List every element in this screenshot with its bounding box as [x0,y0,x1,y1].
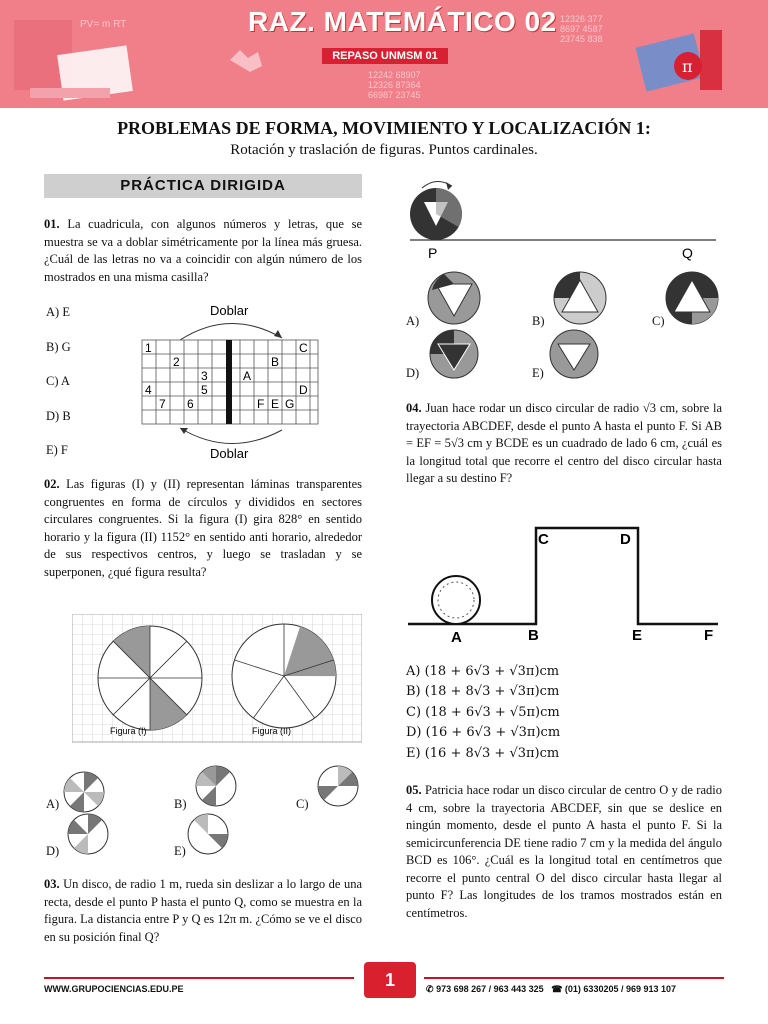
grid-cell: G [285,397,295,411]
q01-option-e[interactable]: E) F [46,443,68,457]
page-subtitle: Rotación y traslación de figuras. Puntos cardinales. [230,142,538,158]
q03-rolling-figure [406,172,722,262]
disk-option-a [64,772,104,812]
path-label-a: A [451,629,462,646]
q02-option-a[interactable]: A) [46,797,60,811]
disk-option-d [68,814,108,854]
q03-option-d[interactable]: D) [406,366,420,380]
question-03 [44,876,362,946]
q03-option-b[interactable]: B) [532,314,545,328]
q02-figures [72,614,362,744]
q02-option-c[interactable]: C) [296,797,309,811]
grid-cell: 7 [159,397,166,411]
question-number: 02. [44,477,60,491]
q04-option-e[interactable]: E) (16 + 8√3 + √3π)cm [406,746,560,761]
grid-cell: E [271,397,280,411]
path-label-b: B [528,627,539,644]
grid-cell: B [271,355,280,369]
footer-contacts [426,984,676,995]
question-number: 01. [44,217,60,231]
page-number: 1 [364,962,416,998]
q01-option-b[interactable]: B) G [46,340,71,354]
q01-option-c[interactable]: C) A [46,374,70,388]
question-text: Un disco, de radio 1 m, rueda sin deslizar a lo largo de una recta, desde el punto P hasta el punto Q, como se muestra en la figura. La distancia entre P y Q es 12π m. ¿Cómo se ve el disco en su posición final Q? [44,877,362,944]
q01-option-d[interactable]: D) B [46,409,71,423]
q03-option-c[interactable]: C) [652,314,665,328]
disk-q03-a [428,272,480,324]
grid-cell: 4 [145,383,152,397]
point-p-label: P [428,245,438,261]
grid-cell: 3 [201,369,208,383]
path-label-d: D [620,531,631,548]
header-title: RAZ. MATEMÁTICO 02 [248,6,557,37]
header-subtitle: REPASO UNMSM 01 [322,48,448,64]
question-text: Patricia hace rodar un disco circular de centro O y de radio 4 cm, sobre la trayectoria ABCDEF, sin que se deslice en ningún momento, desde el punto A hasta el punto F. Si la semicircunferencia DE tiene radio 7 cm y la medida del ángulo BCD es 106°. ¿Cuál es la longitud total en centímetros que recorre el punto central O del disco circular hasta llegar al punto F? Las longitudes de los tramos mostrados están en centímetros. [406,783,722,920]
disk-q03-c [666,272,718,324]
fold-label-bottom: Doblar [210,446,249,461]
grid-cell: 5 [201,383,208,397]
grid-cell: A [243,369,252,383]
q02-option-e[interactable]: E) [174,844,186,858]
q02-option-disks [62,764,372,860]
q03-option-disks [420,268,720,380]
q04-option-a[interactable]: A) (18 + 6√3 + √3π)cm [406,664,560,679]
question-number: 04. [406,401,422,415]
disk-option-e [188,814,228,854]
q04-option-d[interactable]: D) (16 + 6√3 + √3π)cm [406,725,561,740]
q02-option-d[interactable]: D) [46,844,60,858]
grid-cell: F [257,397,265,411]
decor-numbers: 12326 377 8697 4587 23745 838 [560,14,603,44]
q04-option-c[interactable]: C) (18 + 6√3 + √5π)cm [406,705,560,720]
path-label-e: E [632,627,643,644]
page-header [0,0,768,108]
figure-ii-label: Figura (II) [252,726,292,736]
phone-icon: ☎ [551,984,563,994]
q04-option-b[interactable]: B) (18 + 8√3 + √3π)cm [406,684,560,699]
section-heading: PRÁCTICA DIRIGIDA [44,174,362,198]
path-label-c: C [538,531,549,548]
disk-q03-d [430,330,478,378]
grid-cell: 1 [145,341,152,355]
grid-cell: C [299,341,308,355]
grid-cell: 6 [187,397,194,411]
question-01 [44,216,362,286]
question-04 [406,400,722,488]
svg-text:π: π [682,57,693,76]
question-05 [406,782,722,922]
question-02 [44,476,362,581]
path-label-f: F [704,627,714,644]
decor-numbers-2: 12242 68907 12326 87364 66987 23745 [368,70,421,100]
q03-option-a[interactable]: A) [406,314,420,328]
footer-divider-left [44,977,354,979]
grid-cell: 2 [173,355,180,369]
question-text: Juan hace rodar un disco circular de radio √3 cm, sobre la trayectoria ABCDEF, desde el punto A hasta el punto F. Si AB = EF = 5√3 cm y BCDE es un cuadrado de lado 6 cm, ¿cuál es la longitud total que recorre el centro del disco circular hasta llegar a su destino F? [406,401,722,485]
page-title: PROBLEMAS DE FORMA, MOVIMIENTO Y LOCALIZACIÓN 1: [117,118,651,138]
question-number: 05. [406,783,422,797]
disk-option-c [318,766,358,806]
disk-q03-b [554,272,606,324]
disk-q03-e [550,330,598,378]
q01-grid-figure [140,300,320,464]
grid-cell: D [299,383,308,397]
decor-formula: PV= m RT [80,19,127,30]
q03-option-e[interactable]: E) [532,366,544,380]
footer-landline: (01) 6330205 / 969 913 107 [564,984,677,994]
footer-phones: 973 698 267 / 963 443 325 [436,984,544,994]
figure-i-label: Figura (I) [110,726,147,736]
q01-option-a[interactable]: A) E [46,305,70,319]
question-number: 03. [44,877,60,891]
footer-website[interactable]: WWW.GRUPOCIENCIAS.EDU.PE [44,984,184,994]
question-text: La cuadricula, con algunos números y letras, que se muestra se va a doblar simétricamente por la línea más gruesa. ¿Cuál de las letras no va a coincidir con algún número de los mostrados en una misma casilla? [44,217,363,284]
footer-divider-right [424,977,724,979]
q04-path-figure [406,522,722,646]
whatsapp-icon: ✆ [426,984,434,994]
disk-option-b [196,766,236,806]
q02-option-b[interactable]: B) [174,797,187,811]
point-q-label: Q [682,245,693,261]
fold-label-top: Doblar [210,303,249,318]
question-text: Las figuras (I) y (II) representan láminas transparentes congruentes en forma de círculos y divididos en sectores circulares congruentes. Si la figura (I) gira 828° en sentido horario y la figura (II) 1152° en sentido anti horario, alrededor de sus respectivos centros, y luego se trasladan y se superponen, ¿qué figura resulta? [44,477,363,579]
